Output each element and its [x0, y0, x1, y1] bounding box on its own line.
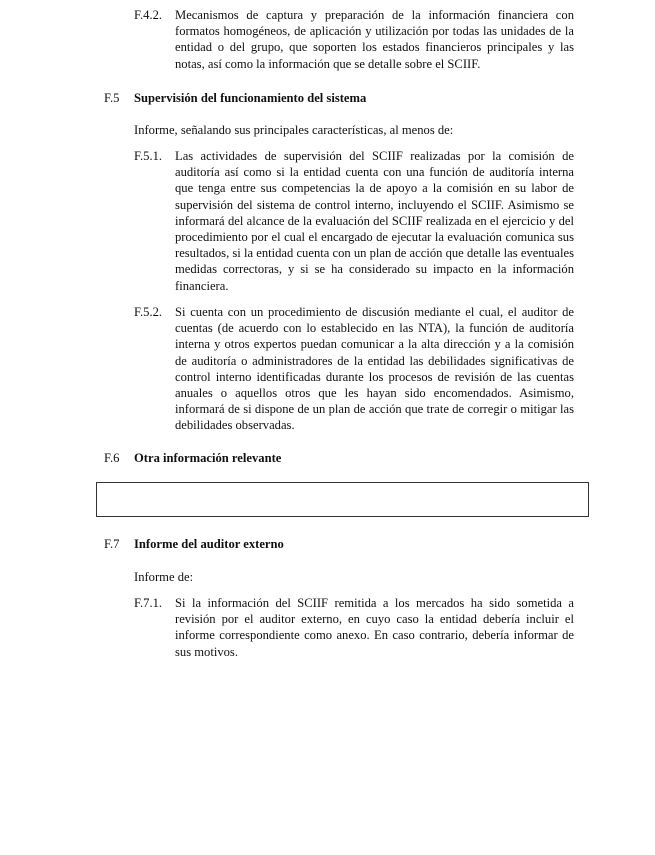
section-title: Otra información relevante — [134, 451, 282, 465]
item-number: F.7.1. — [134, 596, 163, 610]
section-intro-f-5: Informe, señalando sus principales características, al menos de: — [134, 123, 454, 137]
section-title: Informe del auditor externo — [134, 537, 284, 551]
section-heading-f-5 — [104, 90, 366, 106]
section-title: Supervisión del funcionamiento del sistema — [134, 91, 367, 105]
section-number: F.5 — [104, 91, 120, 105]
item-text: Mecanismos de captura y preparación de la información financiera con formatos homogéneos, de aplicación y utilización por todas las unidades de la entidad o del grupo, que soporten los estados financieros principales y las notas, así como la información que se detalle sobre el SCIIF. — [175, 8, 574, 71]
item-f-7-1 — [134, 595, 574, 660]
item-text: Las actividades de supervisión del SCIIF realizadas por la comisión de auditoría así como si la entidad cuenta con una función de auditoría interna que tenga entre sus competencias la de apoyo a la comisión en su labor de supervisión del sistema de control interno, incluyendo el SCIIF. Asimismo se informará del alcance de la evaluación del SCIIF realizada en el ejercicio y del procedimiento por el cual el encargado de ejecutar la evaluación comunica sus resultados, si la entidad cuenta con un plan de acción que detalle las eventuales medidas correctoras, y si se ha considerado su impacto en la información financiera. — [175, 149, 574, 293]
section-number: F.7 — [104, 537, 120, 551]
section-number: F.6 — [104, 451, 120, 465]
item-number: F.5.1. — [134, 149, 163, 163]
item-f-4-2 — [134, 7, 574, 72]
section-heading-f-6 — [104, 450, 281, 466]
item-f-5-2 — [134, 304, 574, 434]
section-intro-f-7: Informe de: — [134, 570, 194, 584]
item-text: Si cuenta con un procedimiento de discusión mediante el cual, el auditor de cuentas (de acuerdo con lo establecido en las NTA), la función de auditoría interna y otros expertos puedan comunicar a la alta dirección y a la comisión de auditoría o administradores de la entidad las debilidades significativas de control interno identificadas durante los procesos de revisión de las cuentas anuales o aquellos otros que les hayan sido encomendados. Asimismo, informará de si dispone de un plan de acción que trate de corregir o mitigar las debilidades observadas. — [175, 305, 574, 433]
item-text: Si la información del SCIIF remitida a los mercados ha sido sometida a revisión por el auditor externo, en cuyo caso la entidad debería incluir el informe correspondiente como anexo. En caso contrario, debería informar de sus motivos. — [175, 596, 574, 659]
item-number: F.4.2. — [134, 8, 163, 22]
section-heading-f-7 — [104, 536, 284, 552]
item-number: F.5.2. — [134, 305, 163, 319]
other-information-box — [96, 482, 589, 517]
item-f-5-1 — [134, 148, 574, 294]
